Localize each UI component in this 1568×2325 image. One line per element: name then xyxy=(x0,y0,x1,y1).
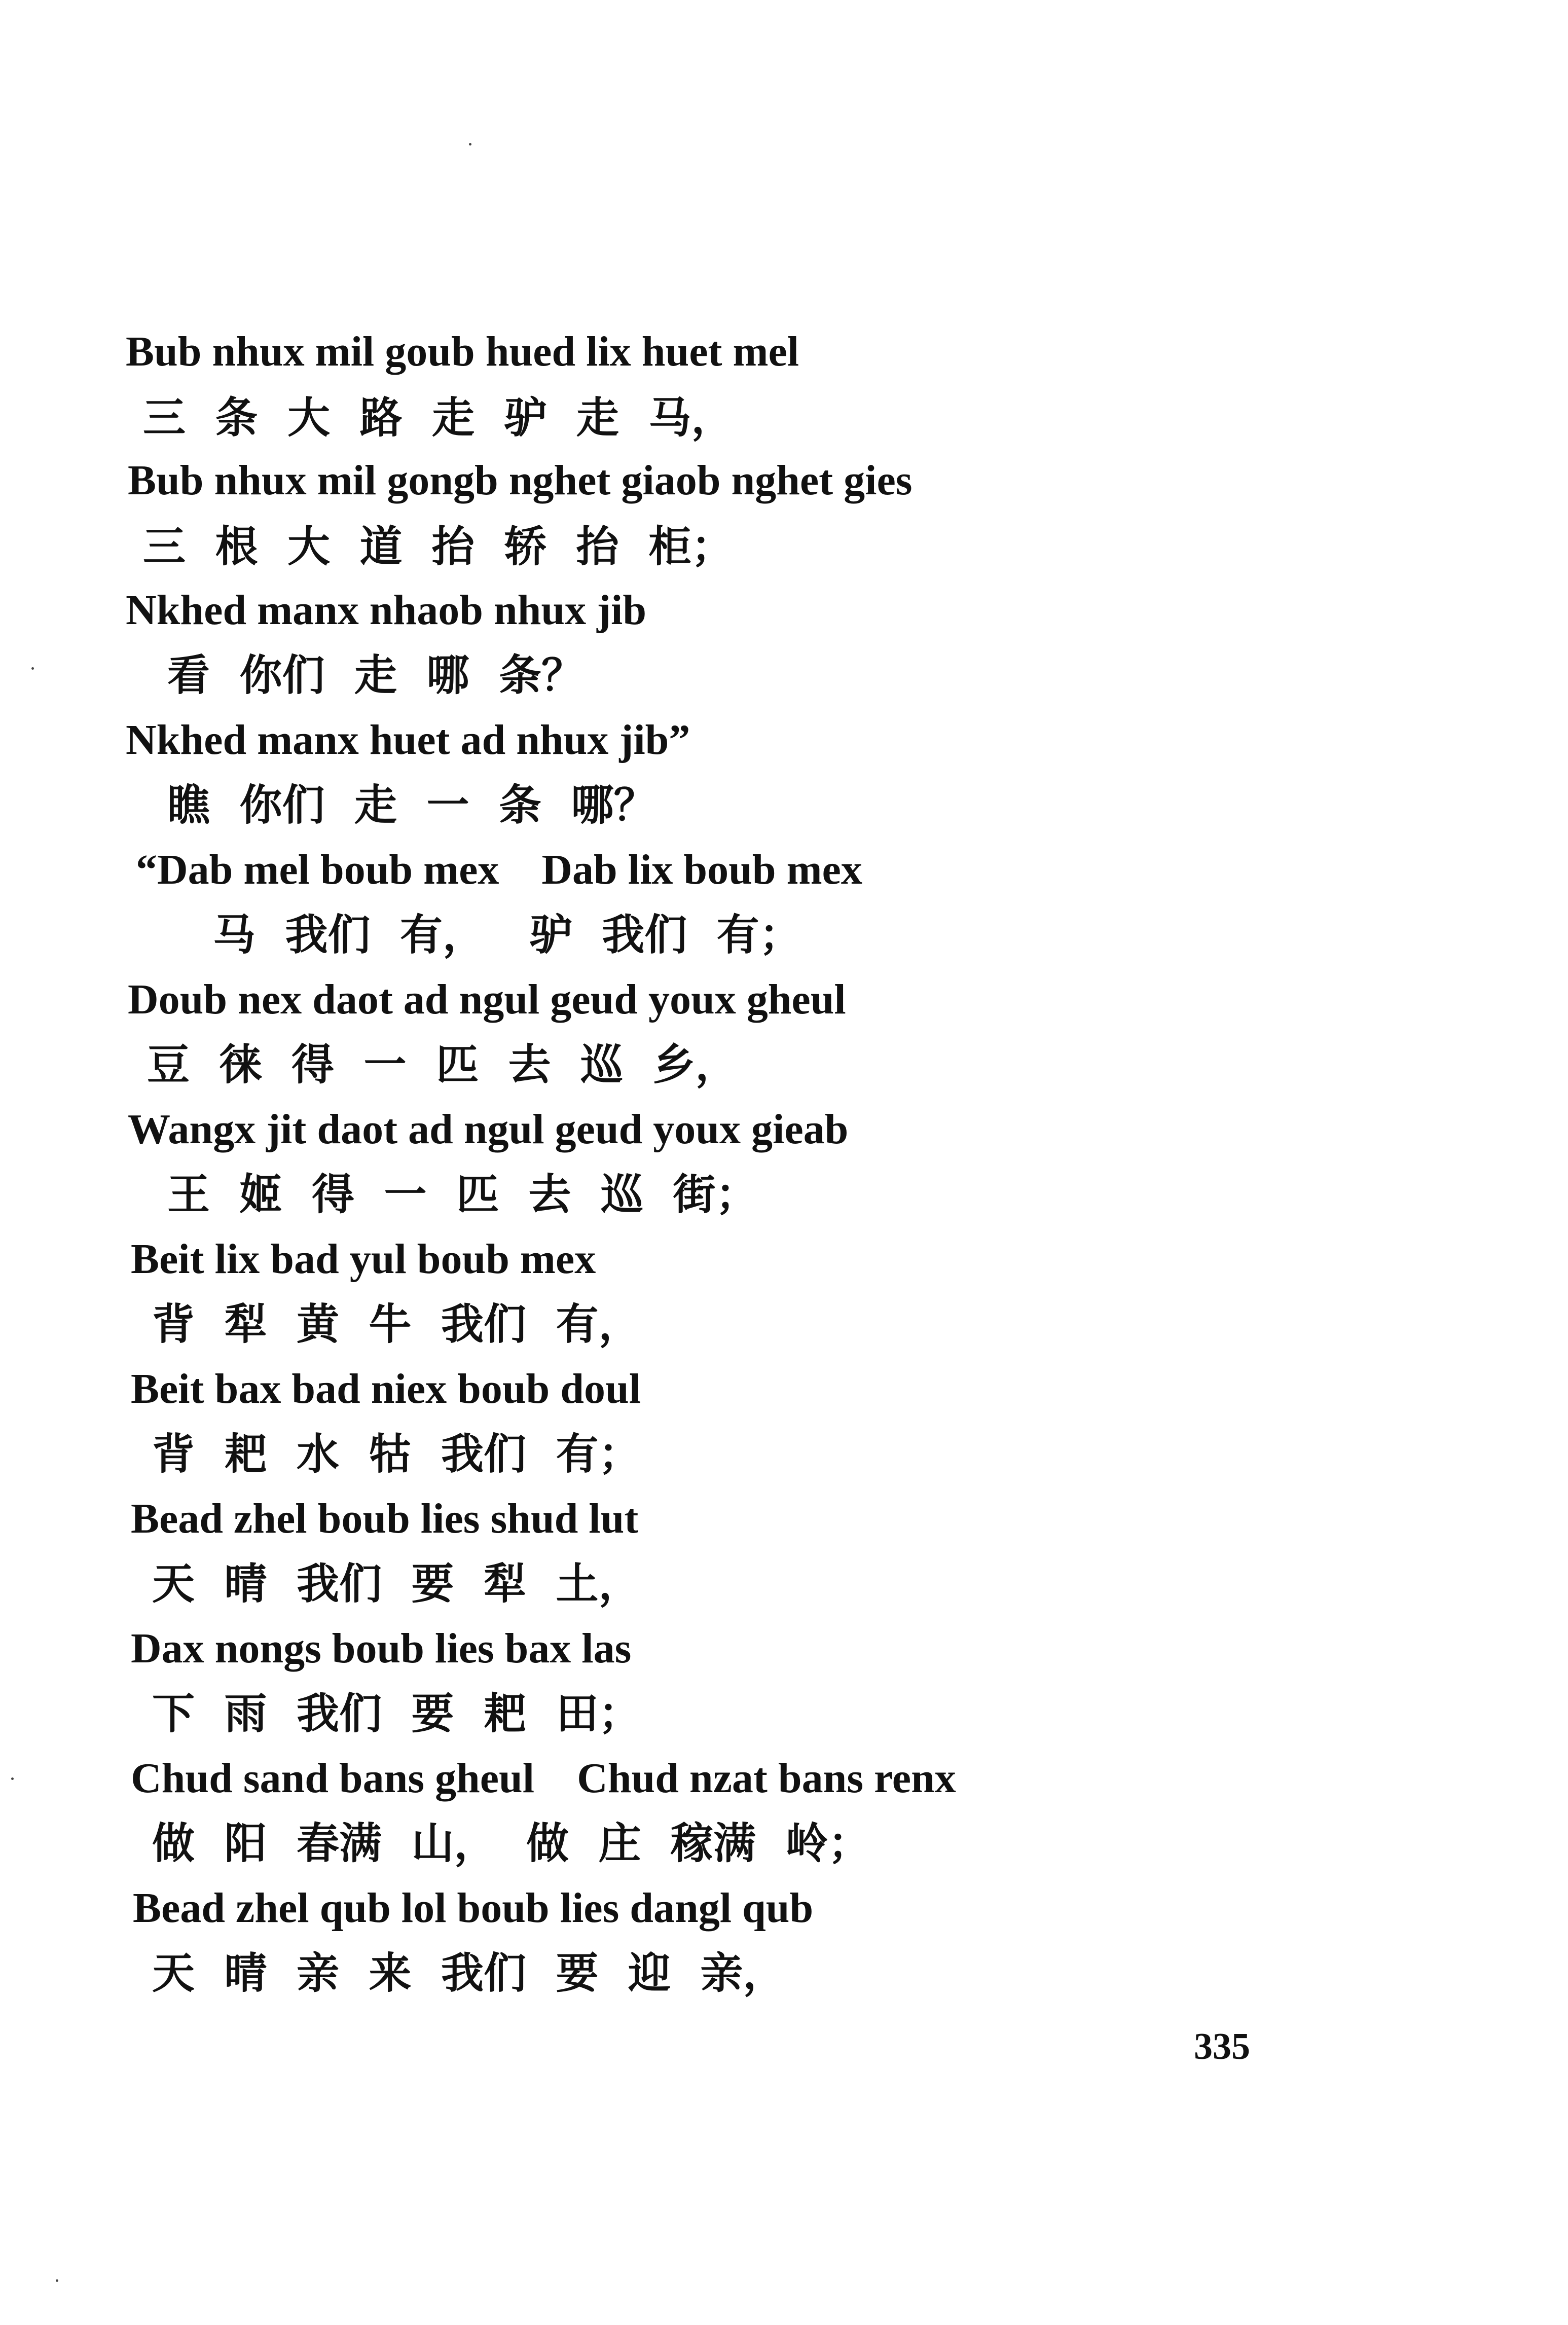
romanized-line-11: Dax nongs boub lies bax las xyxy=(131,1625,632,1672)
scan-speck xyxy=(11,1777,14,1780)
chinese-line-7: 王 姬 得 一 匹 去 巡 街； xyxy=(167,1169,758,1219)
chinese-line-11: 下 雨 我们 要 耙 田； xyxy=(152,1688,641,1738)
romanized-line-1: Bub nhux mil goub hued lix huet mel xyxy=(126,328,799,375)
page-number: 335 xyxy=(1194,2026,1250,2067)
chinese-line-9: 背 耙 水 牯 我们 有； xyxy=(152,1429,641,1479)
romanized-line-3: Nkhed manx nhaob nhux jib xyxy=(126,587,647,634)
romanized-line-8: Beit lix bad yul boub mex xyxy=(131,1236,596,1283)
chinese-line-8: 背 犁 黄 牛 我们 有， xyxy=(152,1299,641,1349)
romanized-line-12: Chud sand bans gheul Chud nzat bans renx xyxy=(131,1755,956,1802)
romanized-line-6: Doub nex daot ad ngul geud youx gheul xyxy=(128,976,846,1023)
romanized-line-13: Bead zhel qub lol boub lies dangl qub xyxy=(133,1884,814,1932)
scan-speck xyxy=(469,143,471,146)
chinese-line-12: 做 阳 春满 山， 做 庄 稼满 岭； xyxy=(152,1818,871,1868)
chinese-line-6: 豆 徕 得 一 匹 去 巡 乡， xyxy=(147,1039,738,1089)
chinese-line-4: 瞧 你们 走 一 条 哪？ xyxy=(167,780,657,830)
chinese-line-10: 天 晴 我们 要 犁 土， xyxy=(152,1558,641,1609)
chinese-line-13: 天 晴 亲 来 我们 要 迎 亲， xyxy=(152,1948,786,1998)
romanized-line-7: Wangx jit daot ad ngul geud youx gieab xyxy=(128,1106,849,1153)
romanized-line-10: Bead zhel boub lies shud lut xyxy=(131,1495,639,1542)
romanized-line-5: “Dab mel boub mex Dab lix boub mex xyxy=(136,846,862,893)
romanized-line-4: Nkhed manx huet ad nhux jib” xyxy=(126,716,690,764)
scan-speck xyxy=(56,2279,58,2282)
romanized-line-9: Beit bax bad niex boub doul xyxy=(131,1365,641,1412)
chinese-line-5: 马 我们 有， 驴 我们 有； xyxy=(213,910,802,960)
romanized-line-2: Bub nhux mil gongb nghet giaob nghet gies xyxy=(128,457,913,504)
scan-speck xyxy=(31,667,34,670)
chinese-line-3: 看 你们 走 哪 条？ xyxy=(167,650,584,700)
chinese-line-2: 三 根 大 道 抬 轿 抬 柜； xyxy=(143,521,734,571)
chinese-line-1: 三 条 大 路 走 驴 走 马， xyxy=(143,392,734,443)
